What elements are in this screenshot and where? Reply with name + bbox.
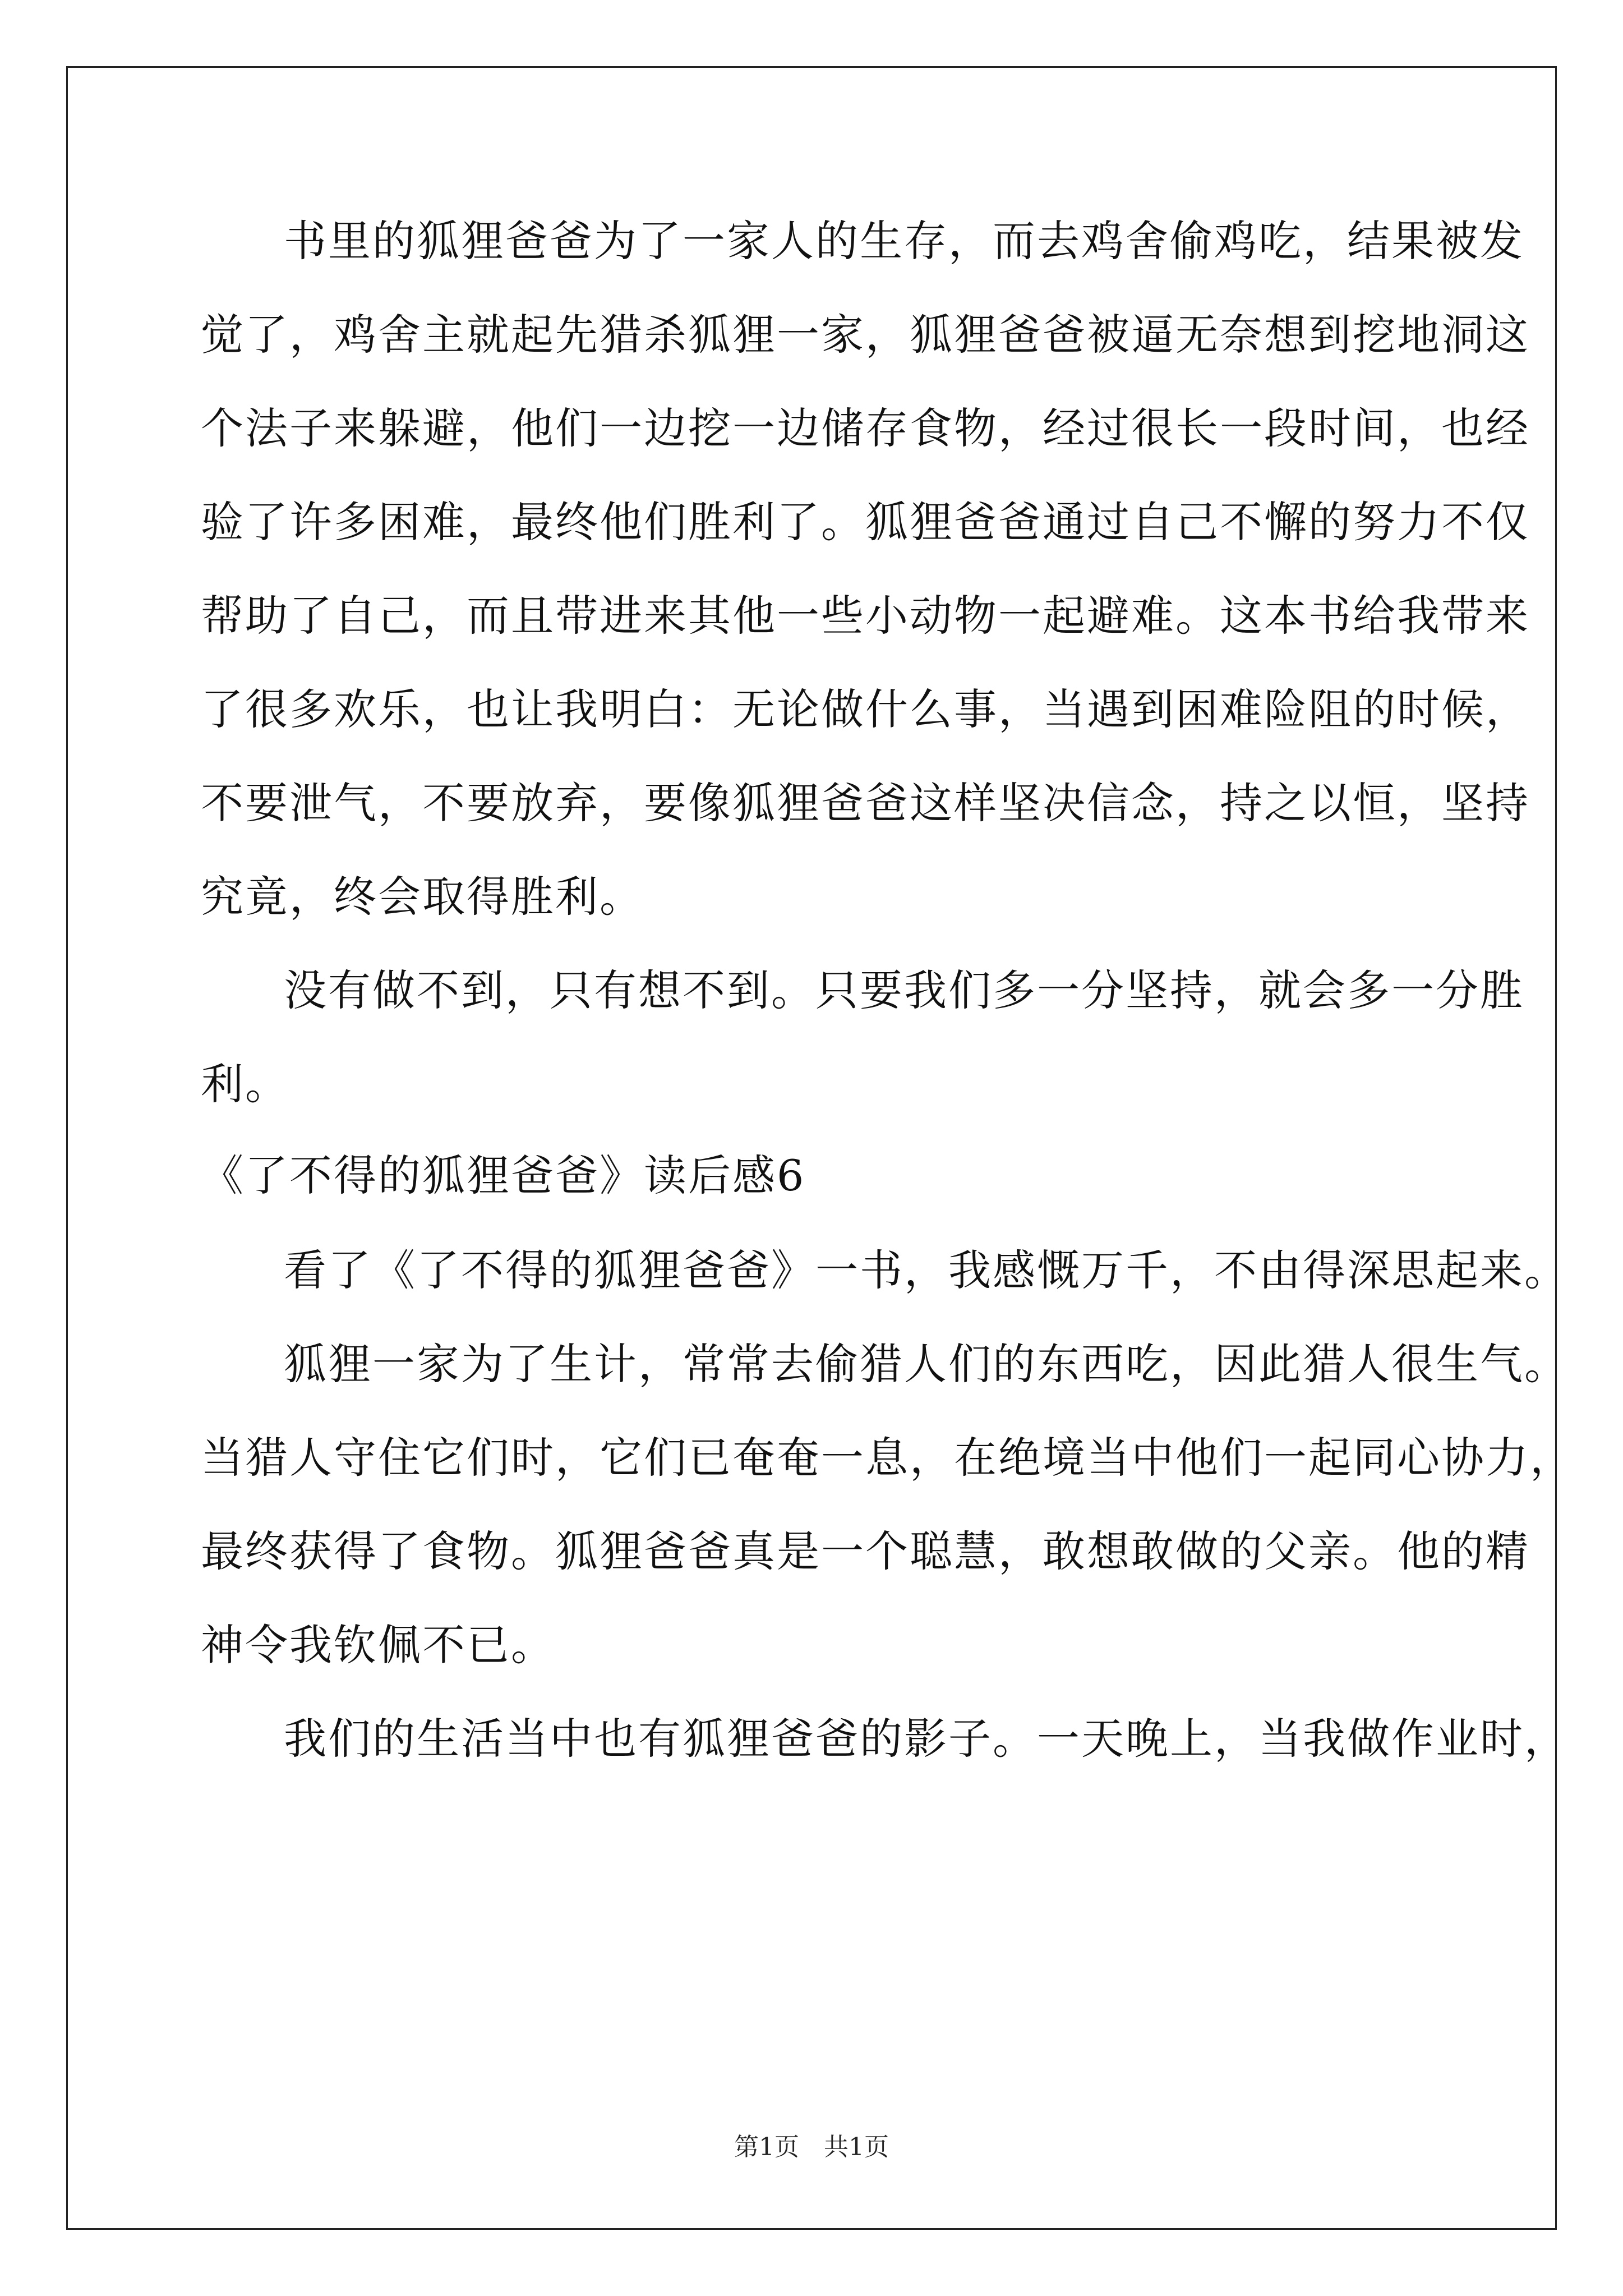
paragraph-line: 验了许多困难，最终他们胜利了。狐狸爸爸通过自己不懈的努力不仅: [201, 497, 1530, 547]
paragraph-line: 了很多欢乐，也让我明白：无论做什么事，当遇到困难险阻的时候，: [201, 684, 1530, 734]
paragraph-line: 不要泄气，不要放弃，要像狐狸爸爸这样坚决信念，持之以恒，坚持: [201, 778, 1530, 828]
paragraph-line: 觉了，鸡舍主就起先猎杀狐狸一家，狐狸爸爸被逼无奈想到挖地洞这: [201, 310, 1530, 360]
paragraph-line: 没有做不到，只有想不到。只要我们多一分坚持，就会多一分胜: [284, 965, 1524, 1015]
paragraph-line: 狐狸一家为了生计，常常去偷猎人们的东西吃，因此猎人很生气。: [284, 1339, 1569, 1389]
section-title: 《了不得的狐狸爸爸》读后感6: [201, 1151, 806, 1200]
page-footer: 第1页 共1页: [734, 2133, 889, 2161]
paragraph-line: 究竟，终会取得胜利。: [201, 872, 644, 922]
paragraph-line: 利。: [201, 1059, 289, 1109]
paragraph-line: 最终获得了食物。狐狸爸爸真是一个聪慧，敢想敢做的父亲。他的精: [201, 1526, 1530, 1576]
paragraph-line: 神令我钦佩不已。: [201, 1620, 555, 1670]
paragraph-line: 我们的生活当中也有狐狸爸爸的影子。一天晚上，当我做作业时，: [284, 1714, 1569, 1764]
paragraph-line: 帮助了自己，而且带进来其他一些小动物一起避难。这本书给我带来: [201, 591, 1530, 641]
paragraph-line: 书里的狐狸爸爸为了一家人的生存，而去鸡舍偷鸡吃，结果被发: [284, 216, 1524, 266]
paragraph-line: 看了《了不得的狐狸爸爸》一书，我感慨万千，不由得深思起来。: [284, 1245, 1569, 1295]
paragraph-line: 个法子来躲避，他们一边挖一边储存食物，经过很长一段时间，也经: [201, 403, 1530, 453]
paragraph-line: 当猎人守住它们时，它们已奄奄一息，在绝境当中他们一起同心协力，: [201, 1433, 1574, 1483]
